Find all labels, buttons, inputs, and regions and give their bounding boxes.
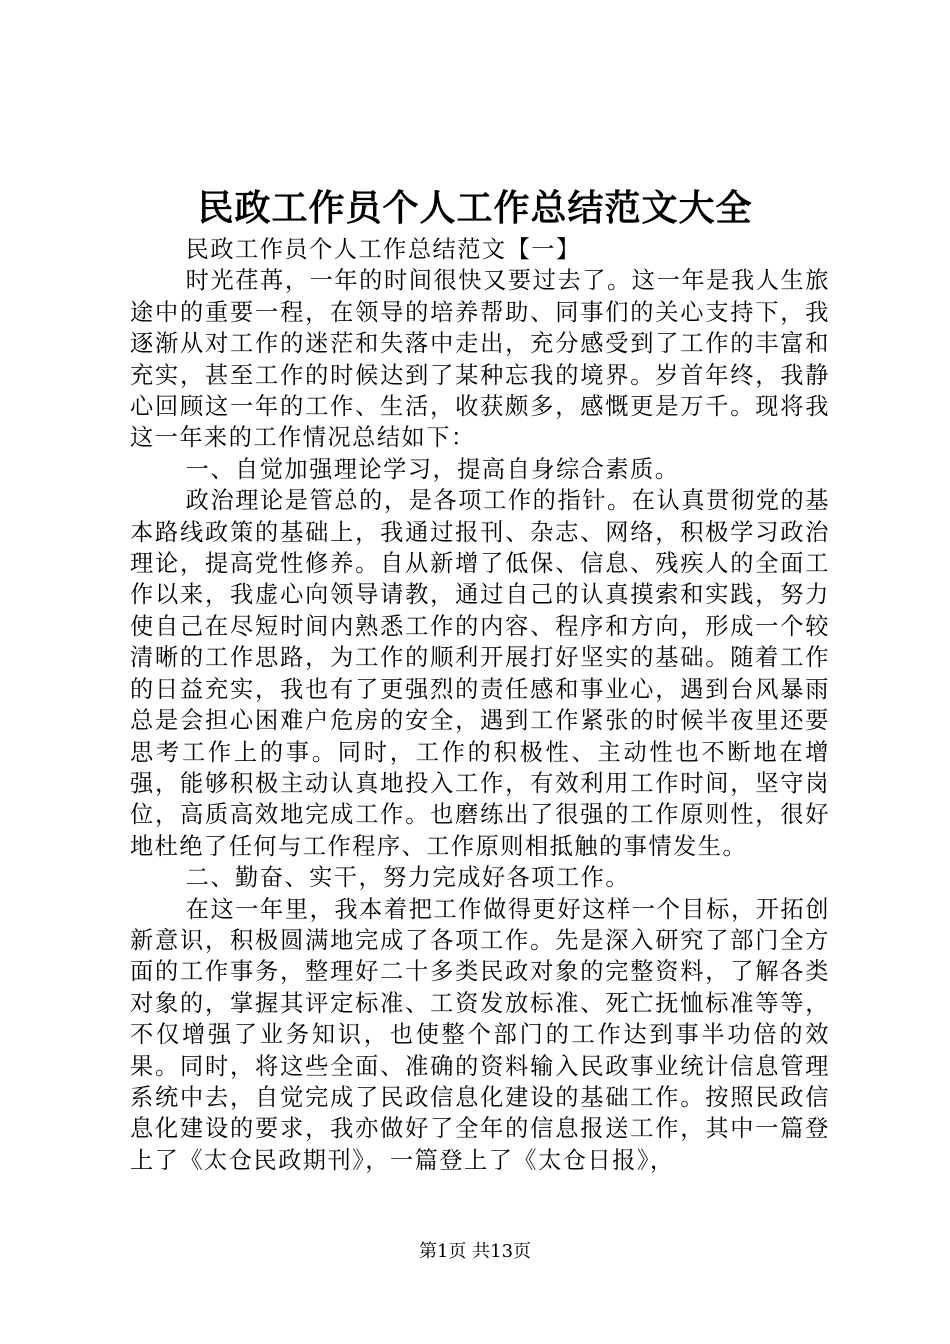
section-heading-work: 二、勤奋、实干，努力完成好各项工作。: [185, 864, 631, 892]
section-heading-one: 民政工作员个人工作总结范文【一】: [185, 236, 581, 263]
paragraph-work: 在这一年里，我本着把工作做得更好这样一个目标，开拓创新意识，积极圆满地完成了各项工作。先是深入研究了部门全方面的工作事务，整理好二十多类民政对象的完整资料，了解各类对象的，掌握其评定标准、工资发放标准、死亡抚恤标准等等，不仅增强了业务知识，也使整个部门的工作达到事半功倍的效果。同时，将这些全面、准确的资料输入民政事业统计信息管理系统中去，自觉完成了民政信息化建设的基础工作。按照民政信息化建设的要求，我亦做好了全年的信息报送工作，其中一篇登上了《太仓民政期刊》，一篇登上了《太仓日报》，: [130, 895, 830, 1174]
paragraph-theory: 政治理论是管总的，是各项工作的指针。在认真贯彻党的基本路线政策的基础上，我通过报刊、杂志、网络，积极学习政治理论，提高党性修养。自从新增了低保、信息、残疾人的全面工作以来，我虚心向领导请教，通过自己的认真摸索和实践，努力使自己在尽短时间内熟悉工作的内容、程序和方向，形成一个较清晰的工作思路，为工作的顺利开展打好坚实的基础。随着工作的日益充实，我也有了更强烈的责任感和事业心，遇到台风暴雨总是会担心困难户危房的安全，遇到工作紧张的时候半夜里还要思考工作上的事。同时，工作的积极性、主动性也不断地在增强，能够积极主动认真地投入工作，有效利用工作时间，坚守岗位，高质高效地完成工作。也磨练出了很强的工作原则性，很好地杜绝了任何与工作程序、工作原则相抵触的事情发生。: [130, 487, 830, 860]
section-heading-theory: 一、自觉加强理论学习，提高自身综合素质。: [185, 455, 680, 483]
paragraph-intro: 时光荏苒，一年的时间很快又要过去了。这一年是我人生旅途中的重要一程，在领导的培养帮助、同事们的关心支持下，我逐渐从对工作的迷茫和失落中走出，充分感受到了工作的丰富和充实，甚至工作的时候达到了某种忘我的境界。岁首年终，我静心回顾这一年的工作、生活，收获颇多，感慨更是万千。现将我这一年来的工作情况总结如下：: [130, 267, 830, 452]
document-body: [130, 234, 830, 1176]
page-footer: 第1页 共13页: [418, 1241, 532, 1262]
document-title: 民政工作员个人工作总结范文大全: [197, 187, 753, 229]
